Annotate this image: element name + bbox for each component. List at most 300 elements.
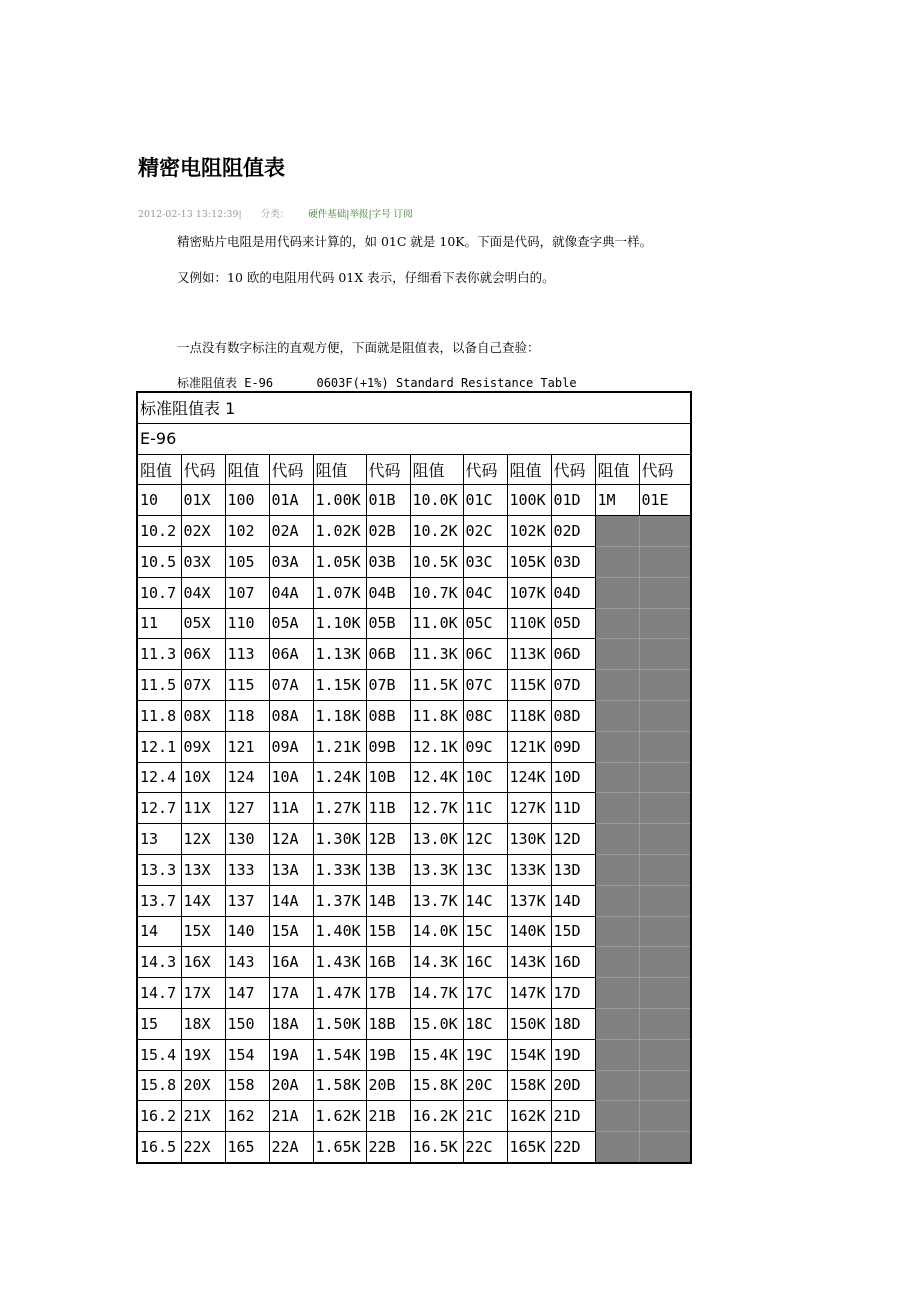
header-value: 阻值 [137, 454, 181, 485]
resistance-code-cell: 13B [366, 854, 410, 885]
table-row [137, 947, 691, 978]
resistance-value-cell: 11.3K [410, 639, 463, 670]
resistance-code-cell: 02D [551, 516, 595, 547]
resistance-value-cell: 1M [595, 485, 639, 516]
resistance-code-cell: 09X [181, 731, 225, 762]
resistance-value-cell: 105 [225, 546, 269, 577]
resistance-value-cell: 13.0K [410, 824, 463, 855]
resistance-value-cell: 102 [225, 516, 269, 547]
resistance-code-cell: 22B [366, 1132, 410, 1163]
resistance-value-cell: 12.4K [410, 762, 463, 793]
resistance-code-cell: 05B [366, 608, 410, 639]
resistance-value-cell: 133 [225, 854, 269, 885]
resistance-code-cell: 08B [366, 700, 410, 731]
table-caption: 标准阻值表 E-96 0603F(+1%) Standard Resistance Table [177, 376, 577, 390]
resistance-code-cell: 02A [269, 516, 313, 547]
empty-filler-cell [595, 608, 639, 639]
resistance-value-cell: 1.24K [313, 762, 366, 793]
resistance-code-cell: 07X [181, 670, 225, 701]
resistance-value-cell: 130K [507, 824, 551, 855]
resistance-value-cell: 14.3 [137, 947, 181, 978]
header-code: 代码 [463, 454, 507, 485]
empty-filler-cell [639, 546, 691, 577]
header-code: 代码 [551, 454, 595, 485]
resistance-code-cell: 06B [366, 639, 410, 670]
resistance-value-cell: 158 [225, 1070, 269, 1101]
resistance-code-cell: 09D [551, 731, 595, 762]
resistance-value-cell: 1.13K [313, 639, 366, 670]
resistance-value-cell: 1.54K [313, 1039, 366, 1070]
resistance-value-cell: 165K [507, 1132, 551, 1163]
resistance-code-cell: 04B [366, 577, 410, 608]
resistance-value-cell: 15.8K [410, 1070, 463, 1101]
resistance-value-cell: 11.0K [410, 608, 463, 639]
post-meta [138, 206, 413, 220]
empty-filler-cell [639, 1101, 691, 1132]
resistance-code-cell: 05A [269, 608, 313, 639]
resistance-value-cell: 105K [507, 546, 551, 577]
note-paragraph: 一点没有数字标注的直观方便，下面就是阻值表，以备自己查验： [177, 340, 540, 355]
resistance-value-cell: 110K [507, 608, 551, 639]
header-value: 阻值 [225, 454, 269, 485]
resistance-code-cell: 14D [551, 885, 595, 916]
resistance-code-cell: 12B [366, 824, 410, 855]
empty-filler-cell [595, 978, 639, 1009]
resistance-value-cell: 113K [507, 639, 551, 670]
resistance-value-cell: 150 [225, 1008, 269, 1039]
resistance-code-cell: 08D [551, 700, 595, 731]
resistance-value-cell: 154 [225, 1039, 269, 1070]
table-row [137, 516, 691, 547]
resistance-value-cell: 16.5K [410, 1132, 463, 1163]
table-row [137, 731, 691, 762]
resistance-value-cell: 140K [507, 916, 551, 947]
resistance-code-cell: 04A [269, 577, 313, 608]
header-code: 代码 [269, 454, 313, 485]
resistance-value-cell: 12.7 [137, 793, 181, 824]
resistance-code-cell: 10C [463, 762, 507, 793]
empty-filler-cell [639, 1039, 691, 1070]
resistance-code-cell: 21A [269, 1101, 313, 1132]
resistance-code-cell: 08C [463, 700, 507, 731]
empty-filler-cell [639, 824, 691, 855]
table-header-row [137, 454, 691, 485]
resistance-code-cell: 05C [463, 608, 507, 639]
table-row [137, 1008, 691, 1039]
resistance-code-cell: 03C [463, 546, 507, 577]
empty-filler-cell [639, 516, 691, 547]
resistance-code-cell: 06A [269, 639, 313, 670]
header-value: 阻值 [595, 454, 639, 485]
empty-filler-cell [639, 762, 691, 793]
resistance-code-cell: 11D [551, 793, 595, 824]
resistance-value-cell: 10.2 [137, 516, 181, 547]
resistance-value-cell: 1.65K [313, 1132, 366, 1163]
resistance-value-cell: 15.8 [137, 1070, 181, 1101]
empty-filler-cell [595, 1070, 639, 1101]
table-title: 标准阻值表 1 [137, 392, 691, 423]
resistance-value-cell: 137 [225, 885, 269, 916]
empty-filler-cell [595, 854, 639, 885]
table-row [137, 577, 691, 608]
resistance-value-cell: 127K [507, 793, 551, 824]
resistance-code-cell: 04C [463, 577, 507, 608]
resistance-code-cell: 07C [463, 670, 507, 701]
resistance-code-cell: 09B [366, 731, 410, 762]
resistance-code-cell: 10X [181, 762, 225, 793]
resistance-value-cell: 11.5 [137, 670, 181, 701]
resistance-code-cell: 13D [551, 854, 595, 885]
resistance-code-cell: 13C [463, 854, 507, 885]
empty-filler-cell [639, 885, 691, 916]
resistance-code-cell: 12C [463, 824, 507, 855]
resistance-value-cell: 15.0K [410, 1008, 463, 1039]
empty-filler-cell [639, 793, 691, 824]
resistance-code-cell: 06C [463, 639, 507, 670]
resistance-value-cell: 1.07K [313, 577, 366, 608]
resistance-code-cell: 15D [551, 916, 595, 947]
resistance-code-cell: 06X [181, 639, 225, 670]
resistance-value-cell: 1.18K [313, 700, 366, 731]
empty-filler-cell [595, 577, 639, 608]
resistance-code-cell: 17X [181, 978, 225, 1009]
resistance-code-cell: 12D [551, 824, 595, 855]
resistance-code-cell: 13X [181, 854, 225, 885]
resistance-value-cell: 110 [225, 608, 269, 639]
resistance-code-cell: 01B [366, 485, 410, 516]
resistance-code-cell: 16B [366, 947, 410, 978]
example-paragraph: 又例如：10 欧的电阻用代码 01X 表示，仔细看下表你就会明白的。 [177, 270, 555, 285]
table-row [137, 854, 691, 885]
resistance-value-cell: 121K [507, 731, 551, 762]
resistance-code-cell: 14C [463, 885, 507, 916]
post-date: 2012-02-13 13:12:39| [138, 209, 242, 220]
table-row [137, 700, 691, 731]
resistance-value-cell: 133K [507, 854, 551, 885]
resistance-code-cell: 05D [551, 608, 595, 639]
resistance-value-cell: 100 [225, 485, 269, 516]
empty-filler-cell [639, 700, 691, 731]
resistance-value-cell: 15 [137, 1008, 181, 1039]
resistance-value-cell: 118 [225, 700, 269, 731]
resistance-value-cell: 15.4 [137, 1039, 181, 1070]
empty-filler-cell [639, 670, 691, 701]
resistance-value-cell: 12.1 [137, 731, 181, 762]
resistance-code-cell: 07B [366, 670, 410, 701]
resistance-value-cell: 12.7K [410, 793, 463, 824]
resistance-code-cell: 10A [269, 762, 313, 793]
resistance-code-cell: 08A [269, 700, 313, 731]
resistance-code-cell: 12X [181, 824, 225, 855]
table-row [137, 639, 691, 670]
resistance-value-cell: 10.5 [137, 546, 181, 577]
resistance-code-cell: 10B [366, 762, 410, 793]
table-row [137, 1070, 691, 1101]
resistance-code-cell: 22X [181, 1132, 225, 1163]
resistance-code-cell: 11A [269, 793, 313, 824]
table-row [137, 824, 691, 855]
resistance-code-cell: 20X [181, 1070, 225, 1101]
resistance-code-cell: 20B [366, 1070, 410, 1101]
resistance-code-cell: 18X [181, 1008, 225, 1039]
resistance-value-cell: 1.15K [313, 670, 366, 701]
resistance-value-cell: 1.27K [313, 793, 366, 824]
resistance-value-cell: 102K [507, 516, 551, 547]
resistance-value-cell: 15.4K [410, 1039, 463, 1070]
resistance-value-cell: 13 [137, 824, 181, 855]
resistance-value-cell: 11.8 [137, 700, 181, 731]
empty-filler-cell [639, 978, 691, 1009]
resistance-code-cell: 01E [639, 485, 691, 516]
resistance-value-cell: 124 [225, 762, 269, 793]
resistance-code-cell: 19B [366, 1039, 410, 1070]
empty-filler-cell [595, 762, 639, 793]
resistance-value-cell: 14.7K [410, 978, 463, 1009]
resistance-code-cell: 16A [269, 947, 313, 978]
resistance-value-cell: 11.3 [137, 639, 181, 670]
resistance-code-cell: 22A [269, 1132, 313, 1163]
resistance-value-cell: 130 [225, 824, 269, 855]
empty-filler-cell [595, 516, 639, 547]
resistance-value-cell: 1.58K [313, 1070, 366, 1101]
resistance-code-cell: 22C [463, 1132, 507, 1163]
resistance-value-cell: 1.00K [313, 485, 366, 516]
resistance-value-cell: 115K [507, 670, 551, 701]
resistance-value-cell: 16.2 [137, 1101, 181, 1132]
table-row [137, 670, 691, 701]
resistance-code-cell: 11B [366, 793, 410, 824]
resistance-code-cell: 20C [463, 1070, 507, 1101]
resistance-code-cell: 03D [551, 546, 595, 577]
resistance-code-cell: 01A [269, 485, 313, 516]
table-row [137, 885, 691, 916]
empty-filler-cell [639, 1008, 691, 1039]
resistance-value-cell: 118K [507, 700, 551, 731]
resistance-code-cell: 11C [463, 793, 507, 824]
resistance-value-cell: 1.43K [313, 947, 366, 978]
resistance-code-cell: 22D [551, 1132, 595, 1163]
empty-filler-cell [595, 731, 639, 762]
empty-filler-cell [639, 854, 691, 885]
resistance-code-cell: 02C [463, 516, 507, 547]
empty-filler-cell [595, 546, 639, 577]
resistance-value-cell: 137K [507, 885, 551, 916]
resistance-value-cell: 113 [225, 639, 269, 670]
resistance-value-cell: 1.02K [313, 516, 366, 547]
resistance-code-cell: 15A [269, 916, 313, 947]
table-row [137, 978, 691, 1009]
resistance-code-cell: 09C [463, 731, 507, 762]
resistance-code-cell: 19D [551, 1039, 595, 1070]
resistance-code-cell: 03B [366, 546, 410, 577]
resistance-code-cell: 07A [269, 670, 313, 701]
resistance-value-cell: 11.8K [410, 700, 463, 731]
intro-paragraph: 精密贴片电阻是用代码来计算的，如 01C 就是 10K。下面是代码，就像查字典一样。 [177, 234, 653, 249]
resistance-value-cell: 143K [507, 947, 551, 978]
resistance-code-cell: 02X [181, 516, 225, 547]
empty-filler-cell [639, 916, 691, 947]
resistance-value-cell: 11 [137, 608, 181, 639]
resistance-value-cell: 13.3 [137, 854, 181, 885]
table-row [137, 916, 691, 947]
resistance-value-cell: 158K [507, 1070, 551, 1101]
resistance-code-cell: 18B [366, 1008, 410, 1039]
resistance-code-cell: 20D [551, 1070, 595, 1101]
table-row [137, 1132, 691, 1163]
empty-filler-cell [595, 793, 639, 824]
table-row [137, 1101, 691, 1132]
resistance-value-cell: 1.21K [313, 731, 366, 762]
header-value: 阻值 [507, 454, 551, 485]
empty-filler-cell [595, 639, 639, 670]
resistance-value-cell: 1.05K [313, 546, 366, 577]
resistance-value-cell: 100K [507, 485, 551, 516]
resistance-value-cell: 16.2K [410, 1101, 463, 1132]
empty-filler-cell [595, 916, 639, 947]
header-value: 阻值 [410, 454, 463, 485]
resistance-value-cell: 13.7K [410, 885, 463, 916]
header-code: 代码 [366, 454, 410, 485]
table-row [137, 762, 691, 793]
resistance-value-cell: 127 [225, 793, 269, 824]
resistance-value-cell: 147 [225, 978, 269, 1009]
empty-filler-cell [595, 947, 639, 978]
resistance-value-cell: 121 [225, 731, 269, 762]
resistance-value-cell: 14.3K [410, 947, 463, 978]
resistance-value-cell: 162 [225, 1101, 269, 1132]
resistance-code-cell: 04X [181, 577, 225, 608]
resistance-value-cell: 14 [137, 916, 181, 947]
resistance-code-cell: 17A [269, 978, 313, 1009]
resistance-value-cell: 154K [507, 1039, 551, 1070]
table-row [137, 485, 691, 516]
resistance-value-cell: 147K [507, 978, 551, 1009]
resistance-code-cell: 07D [551, 670, 595, 701]
resistance-value-cell: 10.7 [137, 577, 181, 608]
resistance-code-cell: 14A [269, 885, 313, 916]
empty-filler-cell [639, 731, 691, 762]
resistance-code-cell: 01C [463, 485, 507, 516]
header-code: 代码 [639, 454, 691, 485]
resistance-value-cell: 12.4 [137, 762, 181, 793]
resistance-code-cell: 16D [551, 947, 595, 978]
resistance-code-cell: 17C [463, 978, 507, 1009]
resistance-value-cell: 10.2K [410, 516, 463, 547]
table-series: E-96 [137, 423, 691, 454]
resistance-code-cell: 05X [181, 608, 225, 639]
resistance-code-cell: 16C [463, 947, 507, 978]
resistance-value-cell: 1.37K [313, 885, 366, 916]
empty-filler-cell [639, 608, 691, 639]
resistance-value-cell: 115 [225, 670, 269, 701]
resistance-value-cell: 1.30K [313, 824, 366, 855]
resistance-value-cell: 10.7K [410, 577, 463, 608]
resistance-code-cell: 13A [269, 854, 313, 885]
resistance-value-cell: 140 [225, 916, 269, 947]
resistance-value-cell: 150K [507, 1008, 551, 1039]
resistance-code-cell: 03X [181, 546, 225, 577]
resistance-value-cell: 13.3K [410, 854, 463, 885]
resistance-value-cell: 10 [137, 485, 181, 516]
category-links[interactable]: 硬件基础|举报|字号 订阅 [308, 209, 413, 220]
empty-filler-cell [639, 639, 691, 670]
resistance-code-cell: 04D [551, 577, 595, 608]
resistance-code-cell: 16X [181, 947, 225, 978]
resistance-code-cell: 21D [551, 1101, 595, 1132]
resistance-code-cell: 19A [269, 1039, 313, 1070]
resistance-code-cell: 14X [181, 885, 225, 916]
table-row [137, 793, 691, 824]
resistance-code-cell: 14B [366, 885, 410, 916]
resistance-code-cell: 09A [269, 731, 313, 762]
header-code: 代码 [181, 454, 225, 485]
resistance-value-cell: 107K [507, 577, 551, 608]
empty-filler-cell [639, 947, 691, 978]
empty-filler-cell [595, 1101, 639, 1132]
resistance-code-cell: 03A [269, 546, 313, 577]
resistance-value-cell: 14.0K [410, 916, 463, 947]
empty-filler-cell [595, 1132, 639, 1163]
resistance-code-cell: 10D [551, 762, 595, 793]
category-label: 分类： [260, 209, 290, 220]
empty-filler-cell [639, 1070, 691, 1101]
empty-filler-cell [595, 824, 639, 855]
resistance-code-cell: 17D [551, 978, 595, 1009]
resistance-value-cell: 10.0K [410, 485, 463, 516]
header-value: 阻值 [313, 454, 366, 485]
resistance-code-cell: 15C [463, 916, 507, 947]
resistance-code-cell: 11X [181, 793, 225, 824]
empty-filler-cell [595, 670, 639, 701]
resistance-value-cell: 124K [507, 762, 551, 793]
resistance-value-cell: 143 [225, 947, 269, 978]
resistance-value-cell: 1.40K [313, 916, 366, 947]
resistance-code-cell: 06D [551, 639, 595, 670]
resistance-value-cell: 1.47K [313, 978, 366, 1009]
resistance-code-cell: 12A [269, 824, 313, 855]
resistance-code-cell: 01X [181, 485, 225, 516]
resistance-code-cell: 21C [463, 1101, 507, 1132]
resistance-value-cell: 14.7 [137, 978, 181, 1009]
resistance-value-cell: 10.5K [410, 546, 463, 577]
resistance-code-cell: 21B [366, 1101, 410, 1132]
page-title: 精密电阻阻值表 [138, 156, 285, 180]
empty-filler-cell [595, 1039, 639, 1070]
resistance-value-cell: 1.62K [313, 1101, 366, 1132]
table-row [137, 546, 691, 577]
resistance-code-cell: 18A [269, 1008, 313, 1039]
resistance-value-cell: 162K [507, 1101, 551, 1132]
resistance-value-cell: 12.1K [410, 731, 463, 762]
resistance-value-cell: 11.5K [410, 670, 463, 701]
resistance-code-cell: 18D [551, 1008, 595, 1039]
resistance-code-cell: 17B [366, 978, 410, 1009]
resistance-value-cell: 1.50K [313, 1008, 366, 1039]
resistance-code-cell: 15B [366, 916, 410, 947]
resistance-value-cell: 1.10K [313, 608, 366, 639]
resistance-value-cell: 107 [225, 577, 269, 608]
resistance-code-cell: 15X [181, 916, 225, 947]
resistance-code-cell: 19X [181, 1039, 225, 1070]
empty-filler-cell [639, 1132, 691, 1163]
resistance-code-cell: 20A [269, 1070, 313, 1101]
resistance-code-cell: 18C [463, 1008, 507, 1039]
resistance-value-cell: 13.7 [137, 885, 181, 916]
resistance-code-cell: 21X [181, 1101, 225, 1132]
resistance-table [136, 391, 692, 1164]
resistance-value-cell: 1.33K [313, 854, 366, 885]
table-row [137, 608, 691, 639]
